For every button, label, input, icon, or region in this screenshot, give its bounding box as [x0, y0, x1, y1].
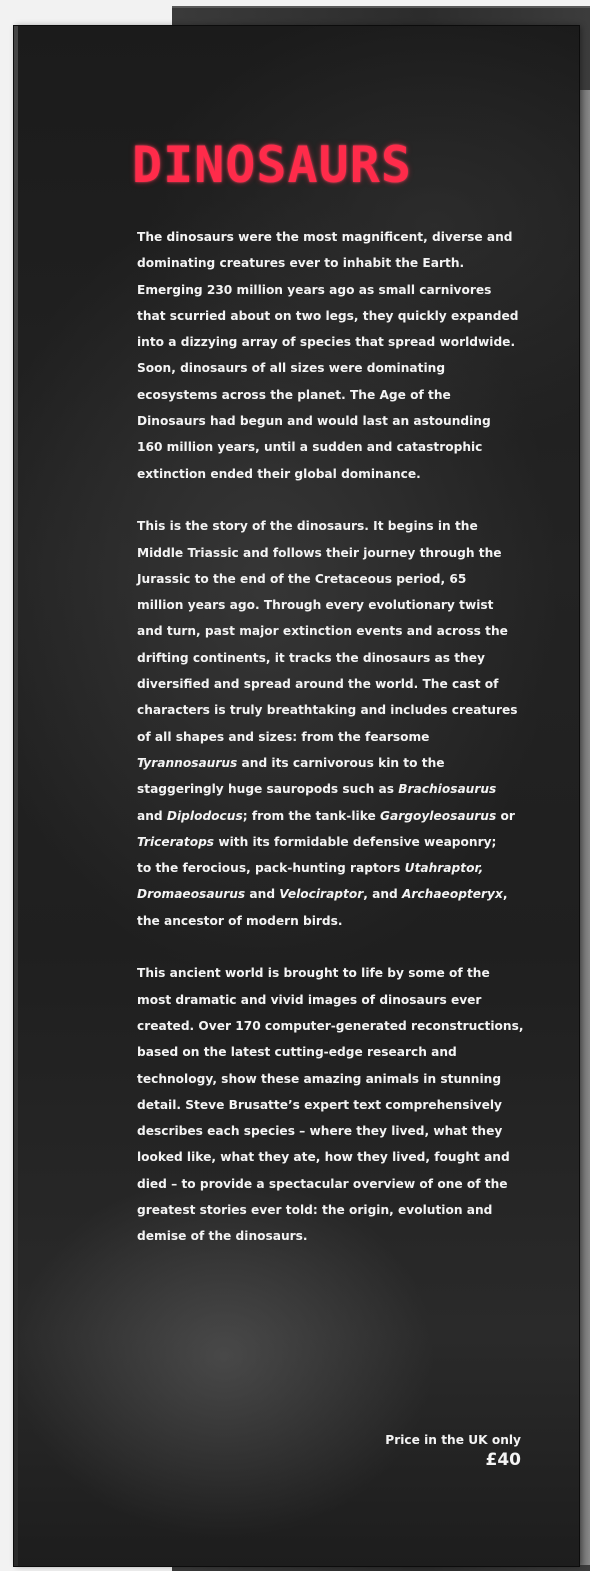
blurb-line: technology, show these amazing animals in stunning — [137, 1071, 502, 1086]
species-name: Tyrannosaurus — [137, 755, 238, 770]
price-label: Price in the UK only — [385, 1433, 521, 1447]
species-name: Diplodocus — [166, 808, 243, 823]
blurb-line: dominating creatures ever to inhabit the Earth. — [137, 256, 465, 271]
blurb-line: died – to provide a spectacular overview of one of the — [137, 1176, 508, 1191]
paragraph-gap — [137, 934, 472, 960]
blurb-line: This is the story of the dinosaurs. It begins in the — [137, 519, 478, 534]
blurb-line: describes each species – where they lived, what they — [137, 1124, 503, 1139]
blurb-line — [137, 881, 508, 907]
back-board-edge — [580, 90, 590, 1565]
book-title: DINOSAURS — [132, 136, 412, 194]
blurb-line: The dinosaurs were the most magnificent, diverse and — [137, 230, 513, 244]
blurb-line: Dinosaurs had begun and would last an astounding — [137, 414, 491, 429]
species-name: Archaeopteryx — [401, 887, 503, 902]
blurb-line: extinction ended their global dominance. — [137, 466, 421, 481]
blurb-line: the ancestor of modern birds. — [137, 913, 343, 928]
blurb-line — [137, 829, 497, 855]
blurb-text-segment: to the ferocious, pack-hunting raptors — [137, 861, 405, 876]
blurb-text-segment: and — [137, 808, 167, 823]
book-jacket — [14, 26, 579, 1566]
blurb-text-segment: and its carnivorous kin to the — [237, 755, 445, 770]
blurb-line: based on the latest cutting-edge research and — [137, 1045, 457, 1060]
species-name: Utahraptor, — [404, 861, 484, 876]
blurb-line: greatest stories ever told: the origin, evolution and — [137, 1202, 493, 1217]
blurb-line: characters is truly breathtaking and includes creatures — [137, 703, 518, 718]
blurb-text-segment: and — [245, 887, 280, 902]
blurb-text-segment: ; from the tank-like — [242, 808, 380, 823]
blurb-line: Middle Triassic and follows their journey through the — [137, 545, 502, 560]
blurb-line: of all shapes and sizes: from the fearsome — [137, 729, 430, 744]
blurb-text-segment: , and — [363, 887, 402, 902]
blurb-line — [137, 750, 472, 776]
blurb-line: ecosystems across the planet. The Age of the — [137, 387, 451, 402]
blurb-line: million years ago. Through every evolutionary twist — [137, 598, 494, 613]
blurb-text-segment: , — [502, 887, 508, 902]
blurb-line: Emerging 230 million years ago as small carnivores — [137, 282, 492, 297]
blurb-text-segment: with its formidable defensive weaponry; — [214, 834, 497, 849]
blurb-text-segment: staggeringly huge sauropods such as — [137, 782, 399, 797]
blurb-line: drifting continents, it tracks the dinosaurs as they — [137, 650, 485, 665]
blurb-line: This ancient world is brought to life by some of the — [137, 966, 490, 981]
blurb-line: created. Over 170 computer-generated reconstructions, — [137, 1018, 524, 1033]
blurb-line: into a dizzying array of species that spread worldwide. — [137, 335, 516, 350]
price-value: £40 — [485, 1450, 521, 1470]
blurb-line — [137, 776, 497, 802]
blurb-line: looked like, what they ate, how they lived, fought and — [137, 1150, 510, 1165]
blurb-text-segment: or — [496, 808, 515, 823]
price-block — [385, 1430, 521, 1470]
species-name: Brachiosaurus — [398, 782, 497, 797]
blurb-line: most dramatic and vivid images of dinosaurs ever — [137, 992, 482, 1007]
blurb-line: diversified and spread around the world. The cast of — [137, 677, 499, 692]
blurb-line: 160 million years, until a sudden and catastrophic — [137, 440, 483, 455]
species-name: Velociraptor — [279, 887, 364, 902]
blurb-line: and turn, past major extinction events and across the — [137, 624, 508, 639]
blurb-line: demise of the dinosaurs. — [137, 1229, 308, 1244]
species-name: Dromaeosaurus — [137, 887, 246, 902]
species-name: Gargoyleosaurus — [380, 808, 497, 823]
blurb-line — [137, 855, 484, 881]
species-name: Triceratops — [137, 834, 215, 849]
blurb-line: that scurried about on two legs, they quickly expanded — [137, 308, 519, 323]
paragraph-gap — [137, 487, 472, 513]
blurb-line: detail. Steve Brusatte’s expert text comprehensively — [137, 1097, 502, 1112]
blurb-line — [137, 803, 515, 829]
blurb-text — [137, 224, 524, 1250]
blurb-line: Jurassic to the end of the Cretaceous period, 65 — [137, 571, 467, 586]
blurb-line: Soon, dinosaurs of all sizes were dominating — [137, 361, 446, 376]
